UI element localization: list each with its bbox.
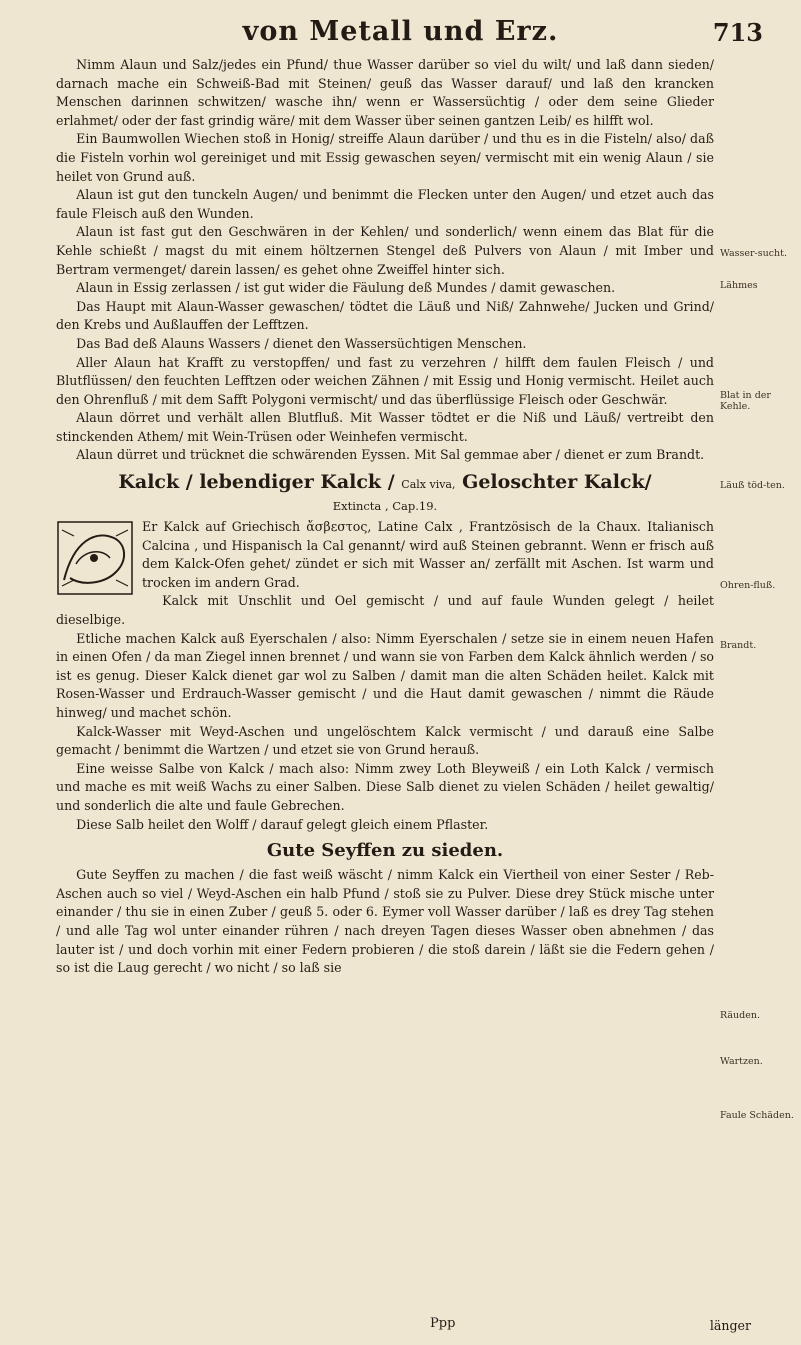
subsection-heading: Gute Seyffen zu sieden.	[266, 840, 504, 862]
main-text	[56, 56, 714, 978]
paragraph: Alaun ist gut den tunckeln Augen/ und benimmt die Flecken unter den Augen/ und etzet auch das faule Fleisch auß den Wunden.	[56, 187, 714, 221]
paragraph: Das Haupt mit Alaun-Wasser gewaschen/ tödtet die Läuß und Niß/ Zahnwehe/ Jucken und Grind/ den Krebs und Außlauffen der Lefftzen.	[56, 298, 714, 333]
page-number: 713	[712, 18, 763, 47]
page-header	[0, 10, 801, 50]
paragraph: Nimm Alaun und Salz/jedes ein Pfund/ thue Wasser darüber so viel du wilt/ und laß dann sieden/ darnach mache ein Schweiß-Bad mit Steinen/ geuß das Wasser darauf/ und laß den krancken Menschen darinnen schwitzen/ wasche ihn/ wenn er Wassersüchtig / oder dem seine Glieder erlahmet/ oder der fast grindig wäre/ mit dem Wasser über seinen gantzen Leib/ es hilfft wol.	[56, 57, 714, 128]
section-heading-tail: Geloschter Kalck/	[462, 471, 652, 494]
paragraph: Kalck-Wasser mit Weyd-Aschen und ungelöschtem Kalck vermischt / und darauß eine Salbe gemacht / benimmt die Wartzen / und etzet sie von Grund herauß.	[56, 723, 714, 758]
paragraph: Das Bad deß Alauns Wassers / dienet den Wassersüchtigen Menschen.	[76, 335, 527, 351]
paragraph: Alaun dörret und verhält allen Blutfluß. Mit Wasser tödtet er die Niß und Läuß/ vertreibt den stinckenden Athem/ mit Wein-Trüsen oder Weinhefen vermischt.	[56, 410, 714, 444]
paragraph: Kalck mit Unschlit und Oel gemischt / und auf faule Wunden gelegt / heilet dieselbige.	[56, 593, 714, 628]
paragraph: Eine weisse Salbe von Kalck / mach also: Nimm zwey Loth Bleyweiß / ein Loth Kalck / vermisch und mache es mit weiß Wachs zu einer Salben. Diese Salb dienet zu vielen Schäden / heilet gewaltig/ und sonderlich die alte und faule Gebrechen.	[56, 760, 714, 813]
catchword: länger	[709, 1318, 751, 1333]
paragraph: Ein Baumwollen Wiechen stoß in Honig/ streiffe Alaun darüber / und thu es in die Fisteln/ also/ daß die Fisteln vorhin wol gereiniget und mit Essig gewaschen seyen/ vermischt mit ein wenig Alaun / sie heilet von Grund auß.	[56, 131, 714, 184]
margin-note: Räuden.	[720, 1010, 760, 1021]
margin-note: Läuß töd-ten.	[720, 480, 785, 491]
margin-note: Brandt.	[720, 640, 757, 651]
margin-note: Wartzen.	[720, 1056, 763, 1067]
paragraph: Alaun dürret und trücknet die schwärenden Eyssen. Mit Sal gemmae aber / dienet er zum Brandt.	[76, 447, 705, 463]
paragraph: Er Kalck auf Griechisch ἄσβεστος, Latine Calx , Frantzösisch de la Chaux. Italianisch Calcina , und Hispanisch la Cal genannt/ wird auß Steinen gebrannt. Wenn er frisch auß dem Kalck-Ofen gehet/ zündet er sich mit Wasser an/ zerfällt mit Aschen. Ist warm und trocken im andern Grad.	[142, 519, 714, 590]
paragraph: Alaun in Essig zerlassen / ist gut wider die Fäulung deß Mundes / damit gewaschen.	[76, 280, 616, 296]
paragraph: Aller Alaun hat Krafft zu verstopffen/ und fast zu verzehren / hilfft dem faulen Fleisch / und Blutflüssen/ den feuchten Lefftzen oder weichen Zähnen / mit Essig und Honig vermischt. Heilet auch den Ohrenfluß / mit dem Safft Polygoni vermischt/ und das überflüssige Fleisch oder Geschwär.	[56, 354, 714, 407]
margin-note: Blat in der Kehle.	[720, 390, 771, 412]
section-heading	[56, 469, 714, 498]
signature-mark: Ppp	[430, 1316, 456, 1331]
margin-note: Ohren-fluß.	[720, 580, 776, 591]
margin-note: Lähmes	[720, 280, 758, 291]
section-heading-text: Kalck / lebendiger Kalck /	[118, 471, 395, 494]
section-heading-latin: Calx viva,	[401, 478, 456, 492]
margin-note: Wasser-sucht.	[720, 248, 787, 259]
margin-note: Faule Schäden.	[720, 1110, 794, 1121]
paragraph: Alaun ist fast gut den Geschwären in der Kehlen/ und sonderlich/ wenn einem das Blat für die Kehle schießt / magst du mit einem höltzernen Stengel deß Pulvers von Alaun / mit Imber und Bertram vermenget/ darein lassen/ es gehet ohne Zweiffel hinter sich.	[56, 224, 714, 277]
decorated-initial-icon	[56, 520, 134, 596]
running-title: von Metall und Erz.	[242, 16, 559, 47]
paragraph: Diese Salb heilet den Wolff / darauf gelegt gleich einem Pflaster.	[76, 816, 489, 832]
chapter-reference: Extincta , Cap.19.	[332, 499, 438, 514]
paragraph: Etliche machen Kalck auß Eyerschalen / also: Nimm Eyerschalen / setze sie in einem neuen Hafen in einen Ofen / da man Ziegel innen brennet / und wann sie von Farben dem Kalck ähnlich werden / so ist es genug. Dieser Kalck dienet gar wol zu Salben / damit man die alten Schäden heilet. Kalck mit Rosen-Wasser und Erdrauch-Wasser gemischt / und die Haut damit gewaschen / nimmt die Räude hinweg/ und machet schön.	[56, 630, 714, 720]
paragraph: Gute Seyffen zu machen / die fast weiß wäscht / nimm Kalck ein Viertheil von einer Sester / Reb-Aschen auch so viel / Weyd-Aschen ein halb Pfund / stoß sie zu Pulver. Diese drey Stück mische unter einander / thu sie in einen Zuber / geuß 5. oder 6. Eymer voll Wasser darüber / laß es drey Tag stehen / und alle Tag wol unter einander rühren / nach dreyen Tagen dieses Wasser oben abnehmen / das lauter ist / und doch vorhin mit einer Federn probieren / die stoß darein / läßt sie die Federn gehen / so ist die Laug gerecht / wo nicht / so laß sie	[56, 867, 714, 976]
